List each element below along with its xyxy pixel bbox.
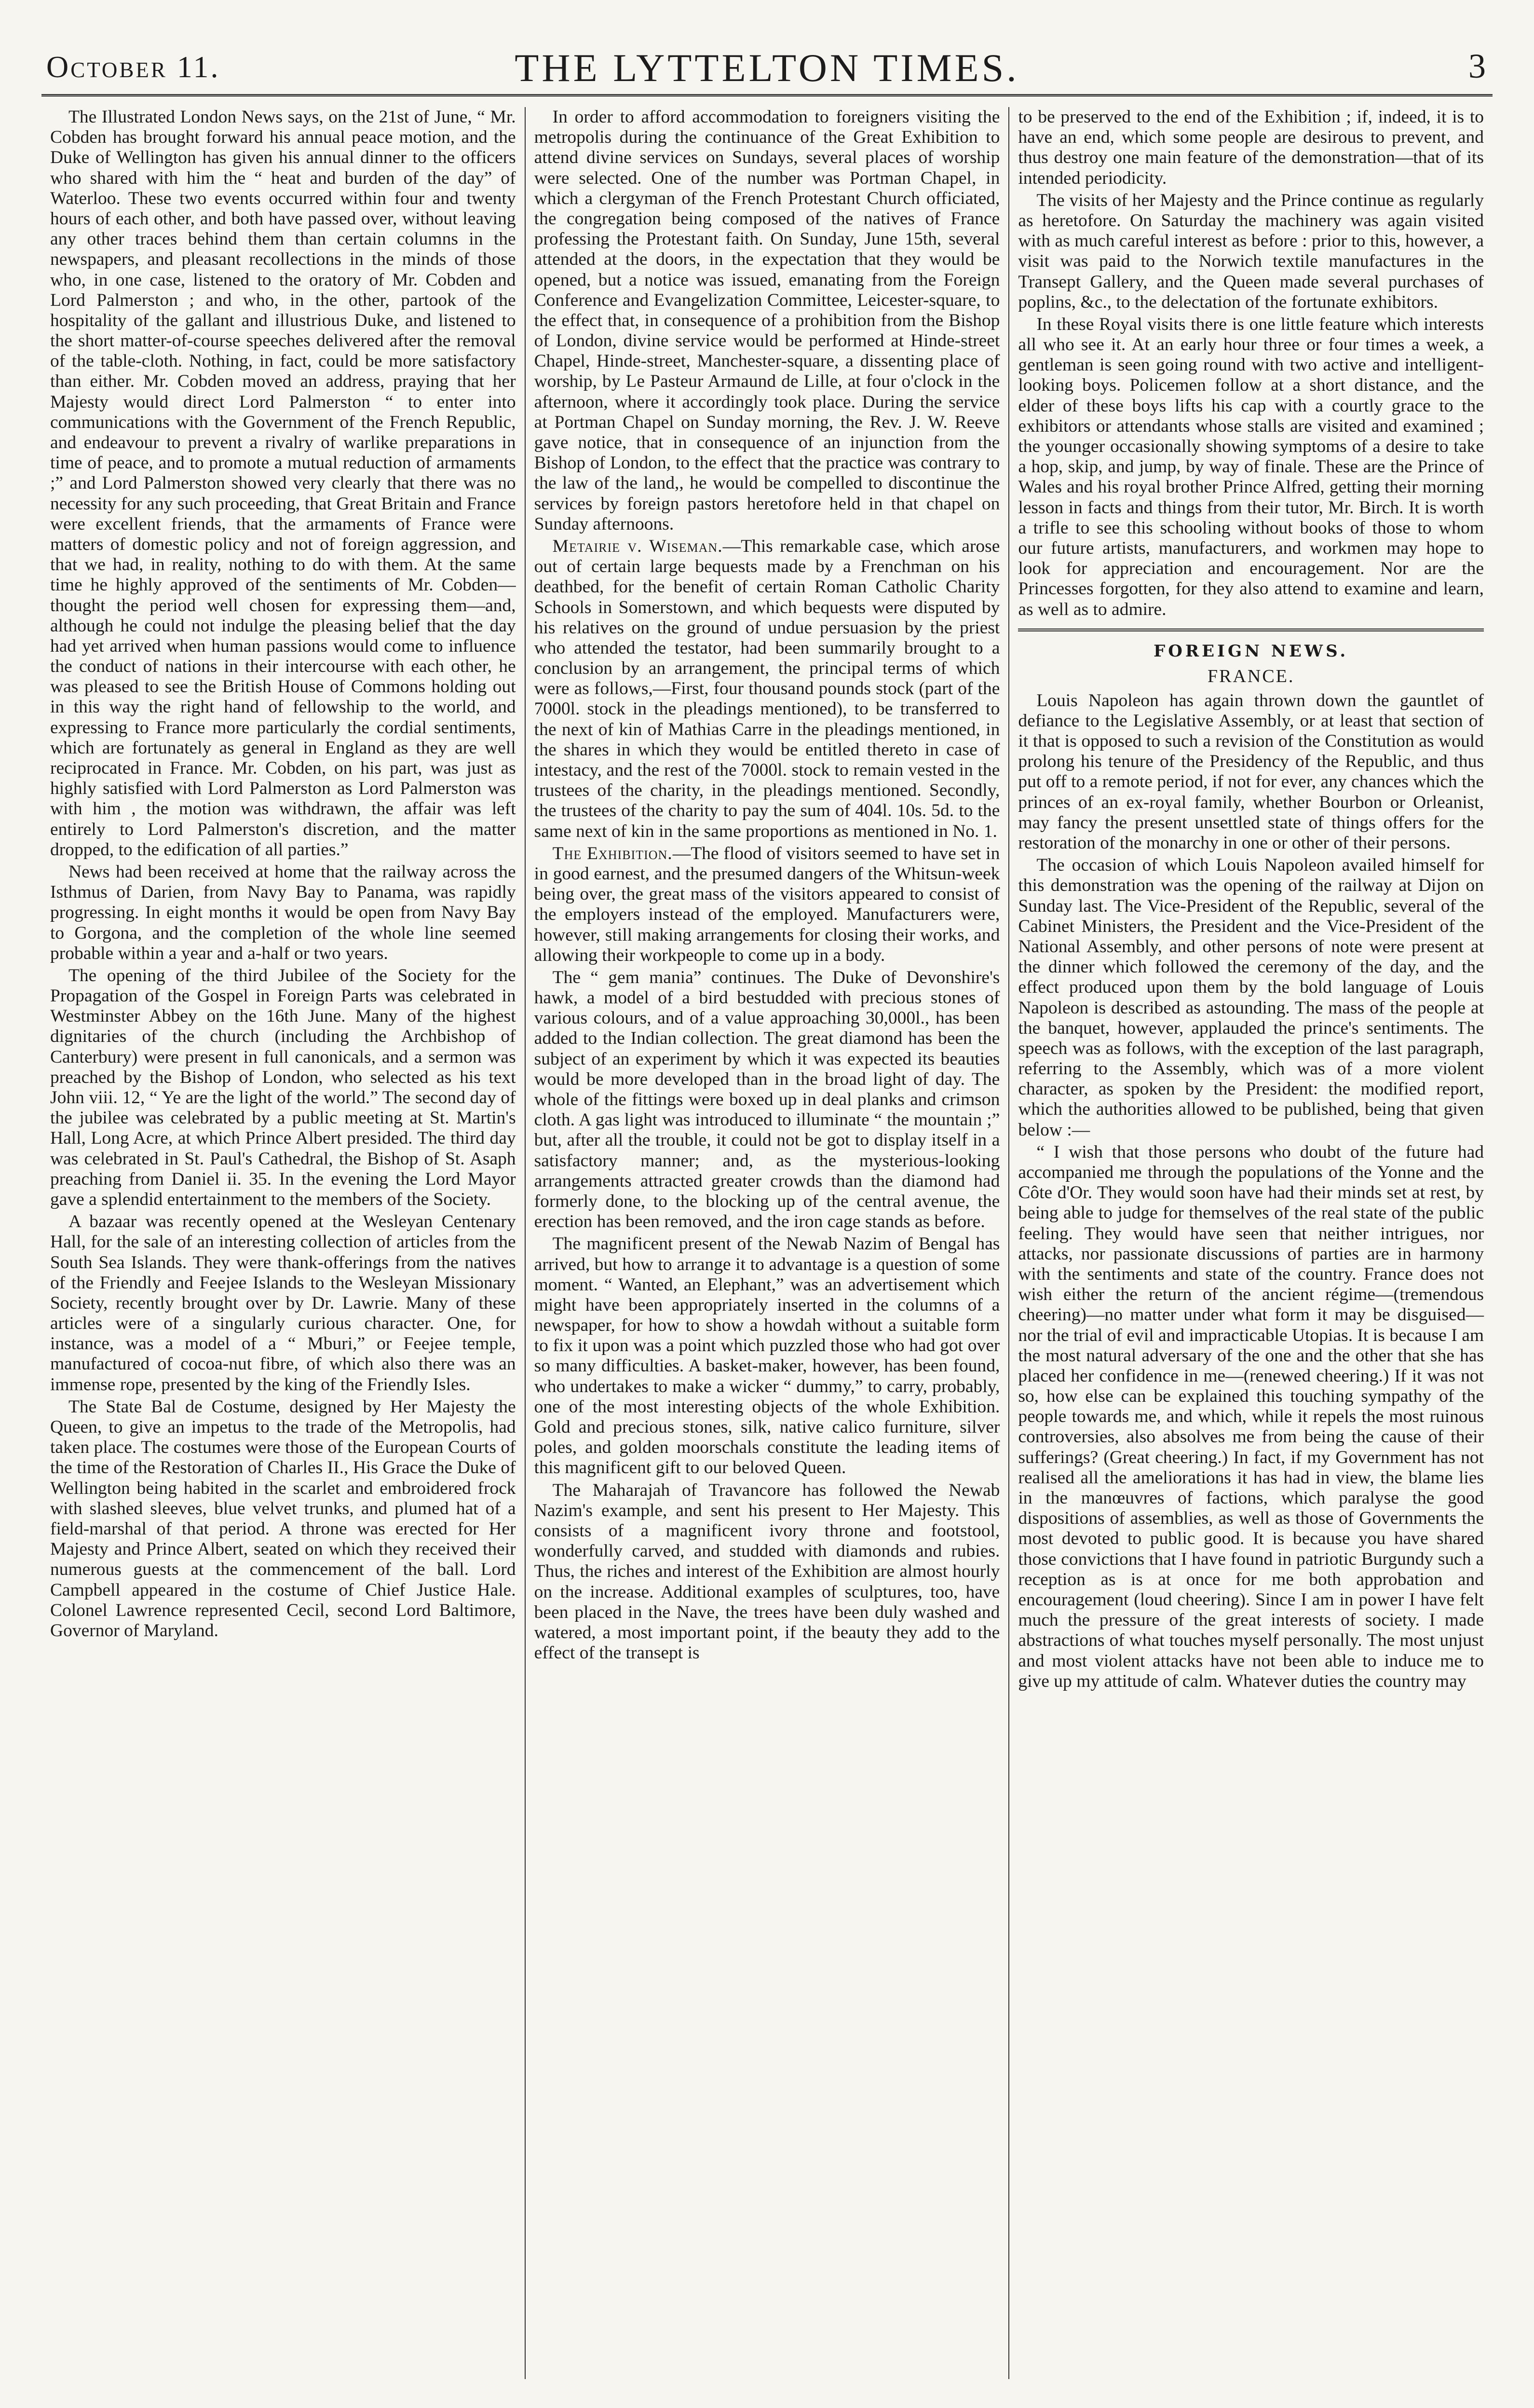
article-lead: The Exhibition.	[552, 843, 673, 863]
article-royal-boys: In these Royal visits there is one little feature which interests all who see it. At an early hour three or four times a week, a gentleman is seen going round with two active and intelligent-looking boys. Policemen follow at a short distance, and the elder of these boys lifts his cap with a courtly grace to the exhibitors or attendants whose stalls are visited and examined ; the younger occasionally showing symptoms of a desire to take a hop, skip, and jump, by way of finale. These are the Prince of Wales and his royal brother Prince Alfred, getting their morning lesson in facts and things from their tutor, Mr. Birch. It is worth a trifle to see this schooling without books of those to whom our future artists, manufacturers, and workmen may hope to look for appreciation and encouragement. Nor are the Princesses forgotten, for they also attend to examine and learn, as well as to admire.	[1018, 314, 1484, 619]
article-exhibition	[534, 844, 1000, 966]
column-2	[525, 107, 1009, 2379]
article-gem-mania: The “ gem mania” continues. The Duke of Devonshire's hawk, a model of a bird bestudded with precious stones of various colours, and of a value approaching 30,000l., has been added to the Indian collection. The great diamond has been the subject of an experiment by which it was expected its beauties would be more developed than in the broad light of day. The whole of the fittings were boxed up in deal planks and crimson cloth. A gas light was introduced to illuminate “ the mountain ;” but, after all the trouble, it could not be got to display itself in a satisfactory manner; and, as the mysterious-looking arrangements attracted greater crowds than the diamond had formerly done, to the blocking up of the central avenue, the erection has been removed, and the iron cage stands as before.	[534, 967, 1000, 1232]
article-gospel-jubilee: The opening of the third Jubilee of the Society for the Propagation of the Gospel in Foreign Parts was celebrated in Westminster Abbey on the 16th June. Many of the highest dignitaries of the church (including the Archbishop of Canterbury) were present in full canonicals, and a sermon was preached by the Bishop of London, who selected as his text John viii. 12, “ Ye are the light of the world.” The second day of the jubilee was celebrated by a public meeting at St. Martin's Hall, Long Acre, at which Prince Albert presided. The third day was celebrated in St. Paul's Cathedral, the Bishop of St. Asaph preaching from Daniel ii. 35. In the evening the Lord Mayor gave a splendid entertainment to the members of the Society.	[50, 965, 516, 1209]
article-metairie-wiseman	[534, 536, 1000, 842]
article-wesleyan-bazaar: A bazaar was recently opened at the Wesleyan Centenary Hall, for the sale of an interesting collection of articles from the South Sea Islands. They were thank-offerings from the natives of the Friendly and Feejee Islands to the Wesleyan Missionary Society, recently brought over by Dr. Lawrie. Many of these articles were of a singularly curious character. One, for instance, was a model of a “ Mburi,” or Feejee temple, manufactured of cocoa-nut fibre, of which also there was an immense rope, presented by the king of the Friendly Isles.	[50, 1212, 516, 1395]
newspaper-title: THE LYTTELTON TIMES.	[515, 46, 1019, 90]
sub-heading-france: FRANCE.	[1207, 666, 1295, 686]
article-exhibition-cont: to be preserved to the end of the Exhibition ; if, indeed, it is to have an end, which some people are desirous to prevent, and thus destroy one main feature of the demonstration—that of its intended periodicity.	[1018, 107, 1484, 188]
article-louis-napoleon: Louis Napoleon has again thrown down the gauntlet of defiance to the Legislative Assembly, or at least that section of it that is opposed to such a revision of the Constitution as would prolong his tenure of the Presidency of the Republic, and thus put off to a remote period, if not for ever, any chances which the princes of an ex-royal family, whether Bourbon or Orleanist, may fancy the present unsettled state of things offers for the restoration of the monarchy in one or other of their persons.	[1018, 690, 1484, 853]
article-cobden-palmerston: The Illustrated London News says, on the 21st of June, “ Mr. Cobden has brought forward his annual peace motion, and the Duke of Wellington has given his annual dinner to the officers who shared with him the “ heat and burden of the day” of Waterloo. These two events occurred within four and twenty hours of each other, and both have passed over, without leaving any other traces behind them than certain columns in the newspapers, and pleasant recollections in the minds of those who, in one case, listened to the oratory of Mr. Cobden and Lord Palmerston ; and who, in the other, partook of the hospitality of the gallant and illustrious Duke, and listened to the short matter-of-course speeches delivered after the removal of the table-cloth. Nothing, in fact, could be more satisfactory than either. Mr. Cobden moved an address, praying that her Majesty would direct Lord Palmerston “ to enter into communications with the Government of the French Republic, and endeavour to prevent a rivalry of warlike preparations in time of peace, and to promote a mutual reduction of armaments ;” and Lord Palmerston showed very clearly that there was no necessity for any such proceeding, that Great Britain and France were excellent friends, that the armaments of France were matters of domestic policy and not of foreign aggression, and that we had, in reality, nothing to do with them. At the same time he highly approved of the sentiments of Mr. Cobden—thought the period well chosen for expressing them—and, although he could not indulge the pleasing belief that the day had yet arrived when human passions would come to influence the conduct of nations in their intercourse with each other, he was pleased to see the British House of Commons holding out in this way the right hand of fellowship to the world, and expressing to France more particularly the cordial sentiments, which are fortunately as general in England as they are well reciprocated in France. Mr. Cobden, on his part, was just as highly satisfied with Lord Palmerston as Lord Palmerston was with him , the motion was withdrawn, the affair was left entirely to Lord Palmerston's discretion, and the matter dropped, to the edification of all parties.”	[50, 107, 516, 860]
article-columns	[41, 107, 1493, 2379]
page-number: 3	[1468, 47, 1486, 85]
article-travancore: The Maharajah of Travancore has followed the Newab Nazim's example, and sent his present to Her Majesty. This consists of a magnificent ivory throne and footstool, wonderfully carved, and studded with diamonds and rubies. Thus, the riches and interest of the Exhibition are almost hourly on the increase. Additional examples of sculptures, too, have been placed in the Nave, the trees have been duly washed and watered, a most important point, if the beauty they add to the effect of the transept is	[534, 1480, 1000, 1663]
masthead	[41, 43, 1493, 96]
article-darien-railway: News had been received at home that the railway across the Isthmus of Darien, from Navy Bay to Panama, was rapidly progressing. In eight months it would be open from Navy Bay to Gorgona, and the completion of the whole line seemed probable within a year and a-half or two years.	[50, 862, 516, 963]
article-newab-nazim: The magnificent present of the Newab Nazim of Bengal has arrived, but how to arrange it to advantage is a question of some moment. “ Wanted, an Elephant,” was an advertisement which might have been appropriately inserted in the columns of a newspaper, for how to show a howdah without a suitable form to fix it upon was a point which puzzled those who had got over so many difficulties. A basket-maker, however, has been found, who undertakes to make a wicker “ dummy,” to carry, probably, one of the most interesting objects of the whole Exhibition. Gold and precious stones, silk, native calico furniture, silver poles, and golden moorschals constitute the leading items of this magnificent gift to our beloved Queen.	[534, 1234, 1000, 1478]
article-dijon-railway: The occasion of which Louis Napoleon availed himself for this demonstration was the opening of the railway at Dijon on Sunday last. The Vice-President of the Republic, several of the Cabinet Ministers, the President and the Vice-President of the National Assembly, and other persons of note were present at the dinner which followed the ceremony of the day, and the effect produced upon them by the bold language of Louis Napoleon is described as astounding. The mass of the people at the banquet, however, applauded the prince's sentiments. The speech was as follows, with the exception of the last paragraph, referring to the Assembly, which was of a more violent character, as spoken by the President: the modified report, which the authorities allowed to be published, being that given below :—	[1018, 855, 1484, 1140]
section-divider	[1018, 629, 1484, 631]
article-lead: Metairie v. Wiseman.	[552, 536, 723, 556]
article-bal-de-costume: The State Bal de Costume, designed by Her Majesty the Queen, to give an impetus to the trade of the Metropolis, had taken place. The costumes were those of the European Courts of the time of the Restoration of Charles II., His Grace the Duke of Wellington being habited in the scarlet and embroidered frock with slashed sleeves, blue velvet trunks, and plumed hat of a field-marshal of that period. A throne was erected for Her Majesty and Prince Albert, seated on which they received their numerous guests at the commencement of the ball. Lord Campbell appeared in the costume of Chief Justice Hale. Colonel Lawrence represented Cecil, second Lord Baltimore, Governor of Maryland.	[50, 1396, 516, 1641]
column-1	[41, 107, 525, 2379]
article-foreign-worship: In order to afford accommodation to foreigners visiting the metropolis during the continuance of the Great Exhibition to attend divine services on Sundays, several places of worship were selected. One of the number was Portman Chapel, in which a clergyman of the French Protestant Church officiated, the congregation being composed of the natives of France professing the Protestant faith. On Sunday, June 15th, several attended at the doors, in the expectation that they would be opened, but a notice was issued, emanating from the Foreign Conference and Evangelization Committee, Leicester-square, to the effect that, in consequence of a prohibition from the Bishop of London, divine service would be performed at Hinde-street Chapel, Hinde-street, Manchester-square, a dissenting place of worship, by Le Pasteur Armaund de Lille, at four o'clock in the afternoon, where it accordingly took place. During the service at Portman Chapel on Sunday morning, the Rev. J. W. Reeve gave notice, that in consequence of an injunction from the Bishop of London, to the effect that the practice was contrary to the law of the land,, he would be compelled to discontinue the services by foreign pastors heretofore held in that chapel on Sunday afternoons.	[534, 107, 1000, 534]
section-heading-foreign-news: FOREIGN NEWS.	[1154, 641, 1349, 661]
article-body: —This remarkable case, which arose out of certain large bequests made by a Frenchman on his deathbed, for the benefit of certain Roman Catholic Charity Schools in Somerstown, and which bequests were disputed by his relatives on the ground of undue persuasion by the priest who attended the testator, had been summarily brought to a conclusion by an arrangement, the principal terms of which were as follows,—First, four thousand pounds stock (part of the 7000l. stock in the pleadings mentioned), to be transferred to the next of kin of Mathias Carre in the pleadings mentioned, in the shares in which they would be entitled thereto in case of intestacy, and the rest of the 7000l. stock to remain vested in the trustees of the charity, in the pleadings mentioned. Secondly, the trustees of the charity to pay the sum of 404l. 10s. 5d. to the same next of kin in the same proportions as mentioned in No. 1.	[534, 536, 1000, 841]
issue-date: October 11.	[46, 50, 220, 84]
article-royal-visits: The visits of her Majesty and the Prince continue as regularly as heretofore. On Saturday the machinery was again visited with as much careful interest as before : prior to this, however, a visit was paid to the Norwich textile manufactures in the Transept Gallery, and the Queen made several purchases of poplins, &c., to the delectation of the fortunate exhibitors.	[1018, 190, 1484, 312]
article-body: —The flood of visitors seemed to have set in in good earnest, and the presumed dangers of the Whitsun-week being over, the great mass of the visitors appeared to consist of the employers instead of the employed. Manufacturers were, however, still making arrangements for closing their works, and allowing their workpeople to come up in a body.	[534, 843, 1000, 965]
article-president-speech: “ I wish that those persons who doubt of the future had accompanied me through the populations of the Yonne and the Côte d'Or. They would soon have had their minds set at rest, by being able to judge for themselves of the real state of the public feeling. They would have seen that neither intrigues, nor attacks, nor passionate discussions of parties are in harmony with the sentiments and state of the country. France does not wish either the return of the ancient régime—(tremendous cheering)—no matter under what form it may be disguised—nor the trial of evil and impracticable Utopias. It is because I am the most natural adversary of the one and the other that she has placed her confidence in me—(renewed cheering.) If it was not so, how else can be explained this touching sympathy of the people towards me, and which, while it repels the most ruinous controversies, also absolves me from being the cause of their sufferings? (Great cheering.) In fact, if my Government has not realised all the ameliorations it has had in view, the blame lies in the manœuvres of factions, which paralyse the good dispositions of assemblies, as well as those of Governments the most devoted to public good. It is because you have shared those convictions that I have found in patriotic Burgundy such a reception as is at once for me both approbation and encouragement (loud cheering). Since I am in power I have felt much the pressure of the great interests of society. I made abstractions of what touches myself personally. The most unjust and most violent attacks have not been able to induce me to give up my attitude of calm. Whatever duties the country may	[1018, 1142, 1484, 1691]
column-3	[1008, 107, 1493, 2379]
